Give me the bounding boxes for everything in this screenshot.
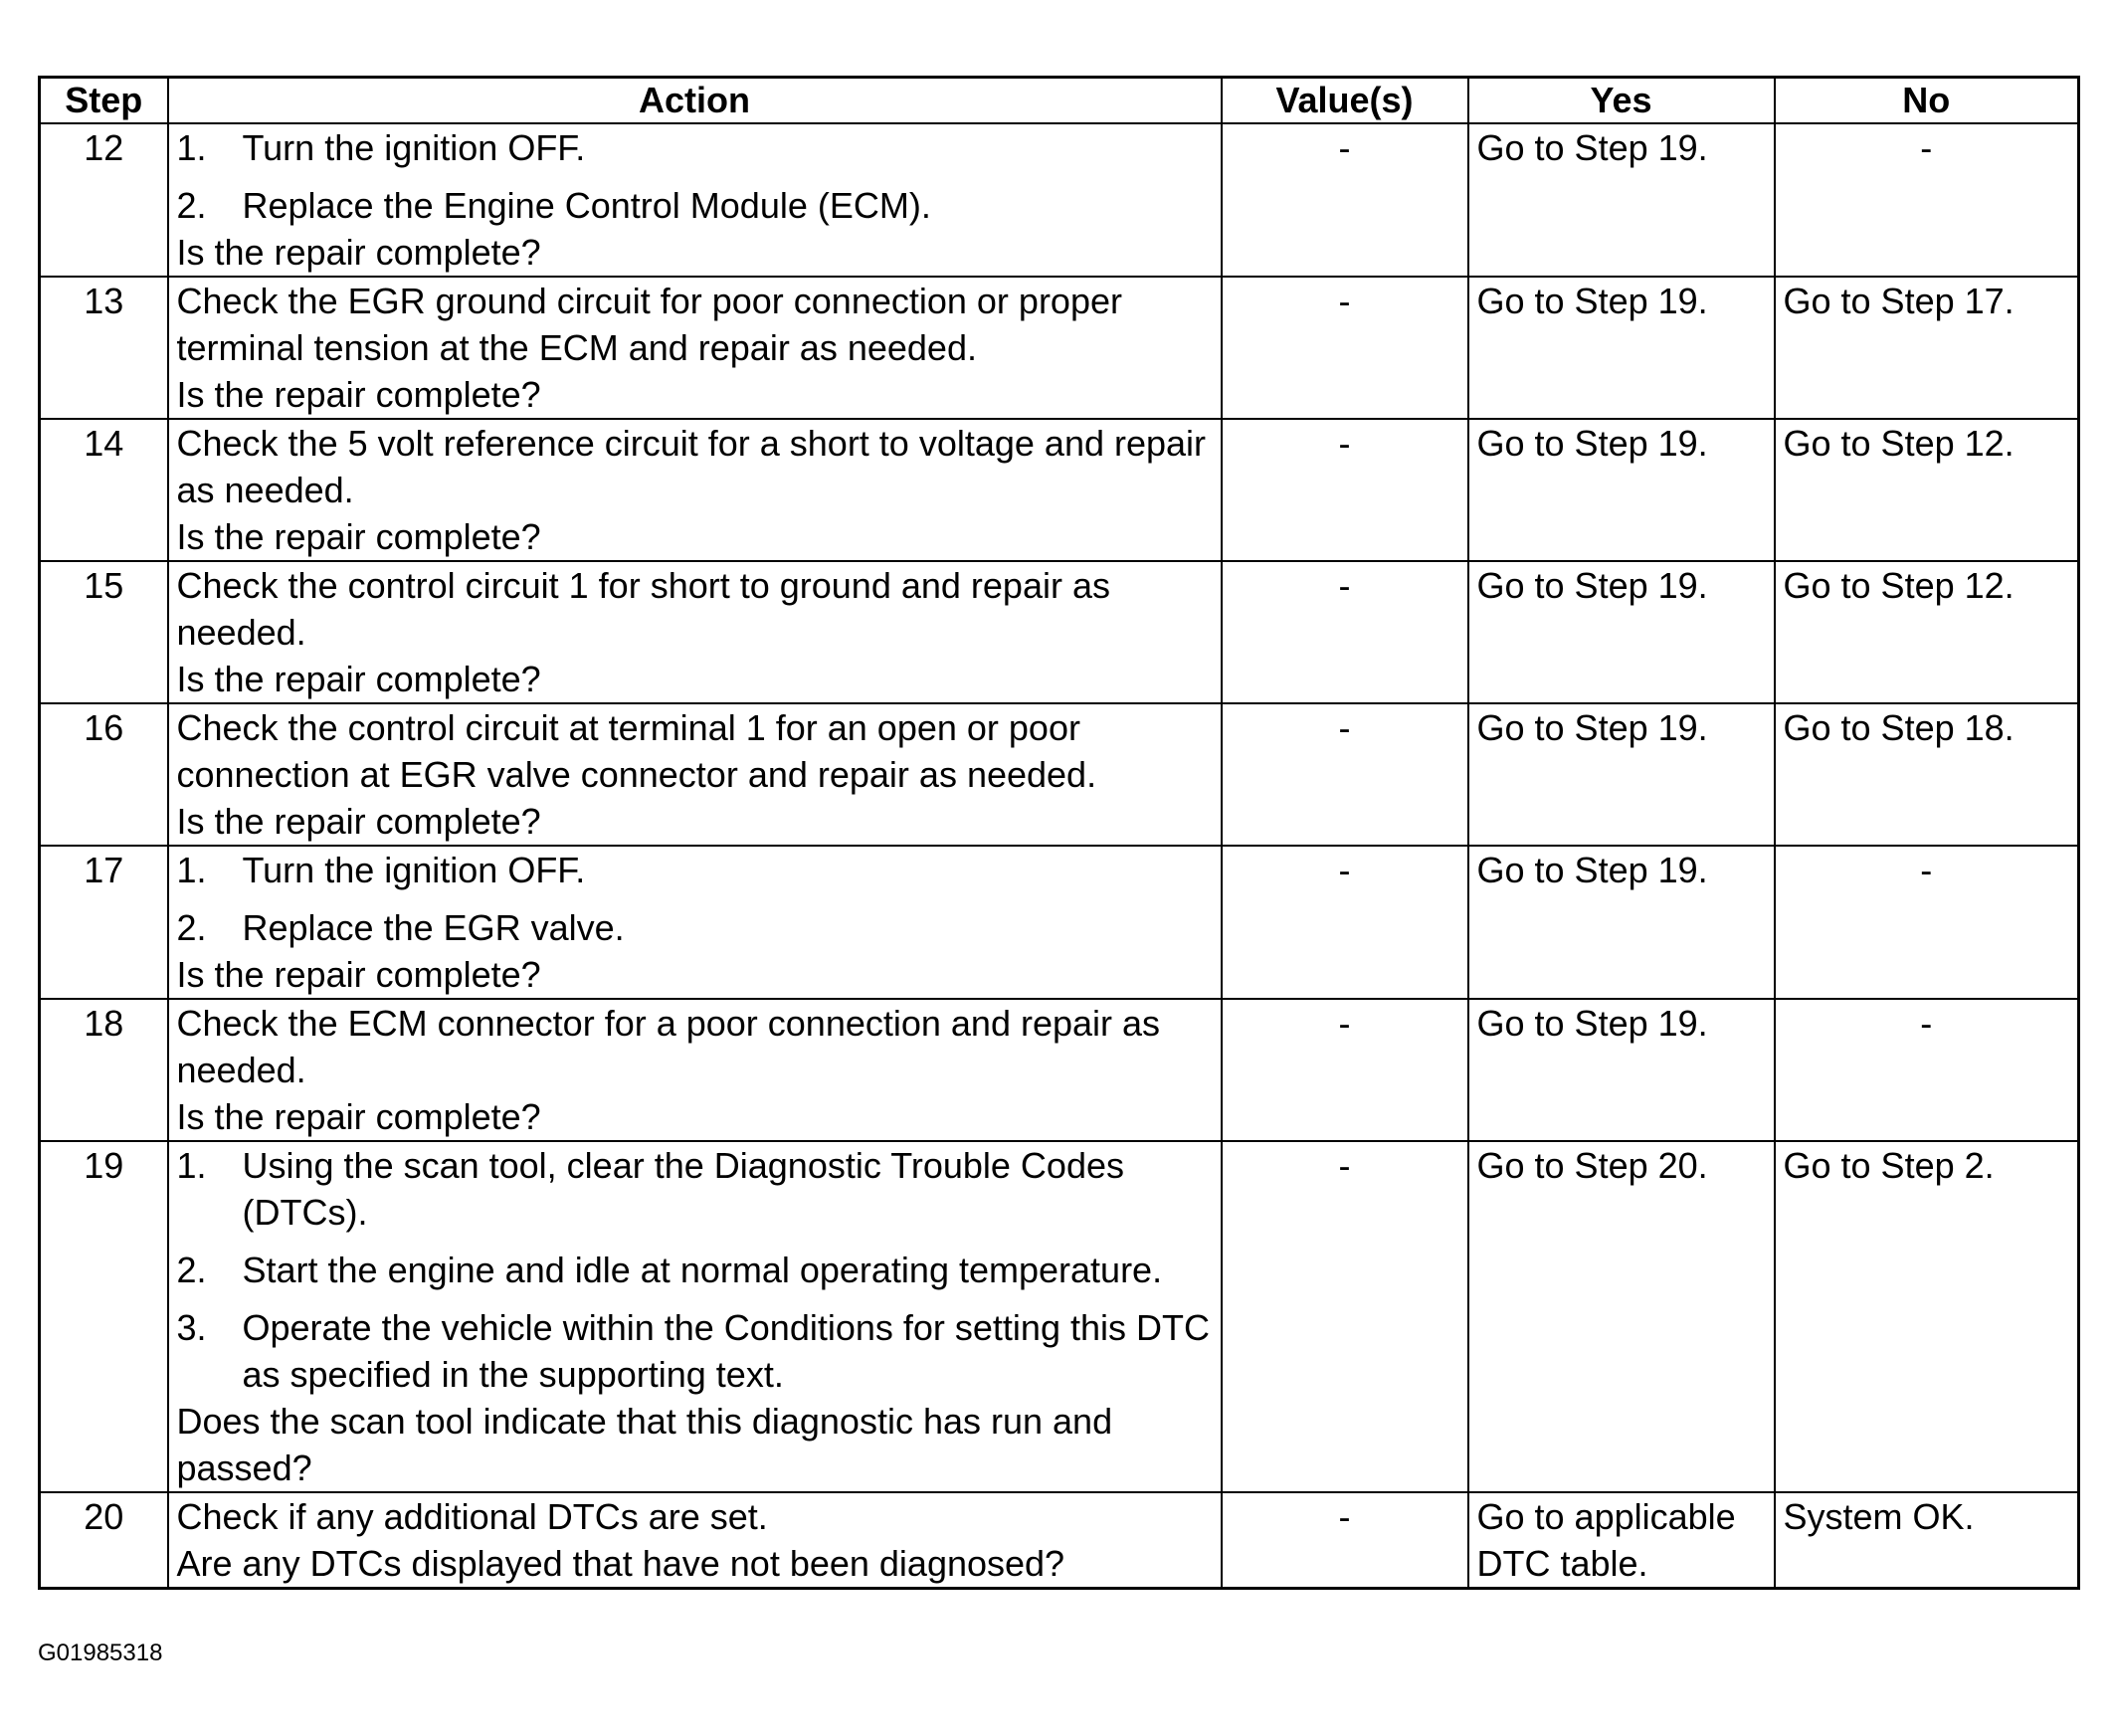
value-cell: - — [1222, 123, 1468, 277]
header-action: Action — [168, 78, 1222, 124]
action-steps-list — [177, 1142, 1213, 1398]
yes-cell: Go to Step 19. — [1468, 703, 1775, 846]
table-row — [40, 123, 2079, 277]
no-cell: - — [1775, 999, 2079, 1141]
action-step-number: 3. — [176, 1307, 207, 1348]
yes-cell: Go to Step 19. — [1468, 277, 1775, 419]
yes-cell: Go to Step 19. — [1468, 846, 1775, 999]
diagnostic-table — [38, 76, 2080, 1590]
no-cell: Go to Step 17. — [1775, 277, 2079, 419]
step-cell: 12 — [40, 123, 168, 277]
step-cell: 20 — [40, 1492, 168, 1589]
step-cell: 19 — [40, 1141, 168, 1492]
table-row — [40, 703, 2079, 846]
action-text: Check the EGR ground circuit for poor connection or proper terminal tension at the ECM and repair as needed. — [176, 281, 1122, 368]
action-cell — [168, 1141, 1222, 1492]
action-cell — [168, 846, 1222, 999]
table-row — [40, 846, 2079, 999]
table-body — [40, 123, 2079, 1589]
action-step-text: Turn the ignition OFF. — [242, 127, 586, 168]
action-question: Is the repair complete? — [176, 516, 541, 557]
step-cell: 15 — [40, 561, 168, 703]
action-text: Check the control circuit 1 for short to ground and repair as needed. — [176, 565, 1110, 653]
value-cell: - — [1222, 1141, 1468, 1492]
action-step-text: Replace the Engine Control Module (ECM). — [242, 185, 931, 226]
value-cell: - — [1222, 703, 1468, 846]
action-text: Check the ECM connector for a poor connection and repair as needed. — [176, 1003, 1161, 1090]
action-step-item — [177, 1247, 1213, 1293]
yes-cell: Go to Step 19. — [1468, 999, 1775, 1141]
value-cell: - — [1222, 846, 1468, 999]
action-step-number: 2. — [176, 185, 207, 226]
action-question: Is the repair complete? — [176, 1096, 541, 1137]
yes-cell: Go to Step 20. — [1468, 1141, 1775, 1492]
header-values: Value(s) — [1222, 78, 1468, 124]
action-text: Check the control circuit at terminal 1 for an open or poor connection at EGR valve connector and repair as needed. — [176, 707, 1097, 795]
action-step-number: 2. — [176, 1250, 207, 1290]
table-row — [40, 277, 2079, 419]
table-row — [40, 419, 2079, 561]
action-question: Is the repair complete? — [176, 801, 541, 842]
action-step-number: 1. — [176, 127, 207, 168]
action-step-item — [177, 1304, 1213, 1398]
value-cell: - — [1222, 1492, 1468, 1589]
header-yes: Yes — [1468, 78, 1775, 124]
action-cell — [168, 1492, 1222, 1589]
action-step-number: 1. — [176, 850, 207, 890]
action-text: Check the 5 volt reference circuit for a short to voltage and repair as needed. — [176, 423, 1207, 510]
no-cell: - — [1775, 123, 2079, 277]
no-cell: Go to Step 2. — [1775, 1141, 2079, 1492]
action-cell — [168, 703, 1222, 846]
yes-cell: Go to applicable DTC table. — [1468, 1492, 1775, 1589]
no-cell: - — [1775, 846, 2079, 999]
step-cell: 18 — [40, 999, 168, 1141]
action-question: Is the repair complete? — [176, 659, 541, 699]
action-cell — [168, 277, 1222, 419]
table-row — [40, 1141, 2079, 1492]
action-step-item — [177, 1142, 1213, 1236]
action-step-text: Using the scan tool, clear the Diagnostic Trouble Codes (DTCs). — [242, 1145, 1124, 1233]
figure-id-label: G01985318 — [38, 1640, 163, 1666]
table-header-row — [40, 78, 2079, 124]
header-no: No — [1775, 78, 2079, 124]
action-step-number: 2. — [176, 907, 207, 948]
action-cell — [168, 123, 1222, 277]
action-step-item — [177, 182, 1213, 229]
action-cell — [168, 419, 1222, 561]
step-cell: 14 — [40, 419, 168, 561]
table-row — [40, 1492, 2079, 1589]
no-cell: Go to Step 18. — [1775, 703, 2079, 846]
step-cell: 13 — [40, 277, 168, 419]
action-step-text: Replace the EGR valve. — [242, 907, 625, 948]
action-step-text: Start the engine and idle at normal operating temperature. — [242, 1250, 1163, 1290]
yes-cell: Go to Step 19. — [1468, 561, 1775, 703]
no-cell: Go to Step 12. — [1775, 419, 2079, 561]
value-cell: - — [1222, 419, 1468, 561]
action-question: Is the repair complete? — [176, 232, 541, 273]
action-cell — [168, 999, 1222, 1141]
action-question: Are any DTCs displayed that have not been diagnosed? — [176, 1543, 1065, 1584]
action-step-item — [177, 124, 1213, 171]
no-cell: Go to Step 12. — [1775, 561, 2079, 703]
table-row — [40, 561, 2079, 703]
action-question: Is the repair complete? — [176, 374, 541, 415]
action-text: Check if any additional DTCs are set. — [176, 1496, 768, 1537]
action-steps-list — [177, 847, 1213, 951]
action-steps-list — [177, 124, 1213, 229]
action-step-item — [177, 847, 1213, 893]
header-step: Step — [40, 78, 168, 124]
action-cell — [168, 561, 1222, 703]
yes-cell: Go to Step 19. — [1468, 123, 1775, 277]
action-question: Is the repair complete? — [176, 954, 541, 995]
no-cell: System OK. — [1775, 1492, 2079, 1589]
action-step-text: Operate the vehicle within the Conditions for setting this DTC as specified in the supporting text. — [242, 1307, 1210, 1395]
step-cell: 16 — [40, 703, 168, 846]
action-question: Does the scan tool indicate that this diagnostic has run and passed? — [176, 1401, 1113, 1488]
step-cell: 17 — [40, 846, 168, 999]
action-step-text: Turn the ignition OFF. — [242, 850, 586, 890]
action-step-item — [177, 904, 1213, 951]
value-cell: - — [1222, 999, 1468, 1141]
table-row — [40, 999, 2079, 1141]
action-step-number: 1. — [176, 1145, 207, 1186]
yes-cell: Go to Step 19. — [1468, 419, 1775, 561]
value-cell: - — [1222, 561, 1468, 703]
value-cell: - — [1222, 277, 1468, 419]
